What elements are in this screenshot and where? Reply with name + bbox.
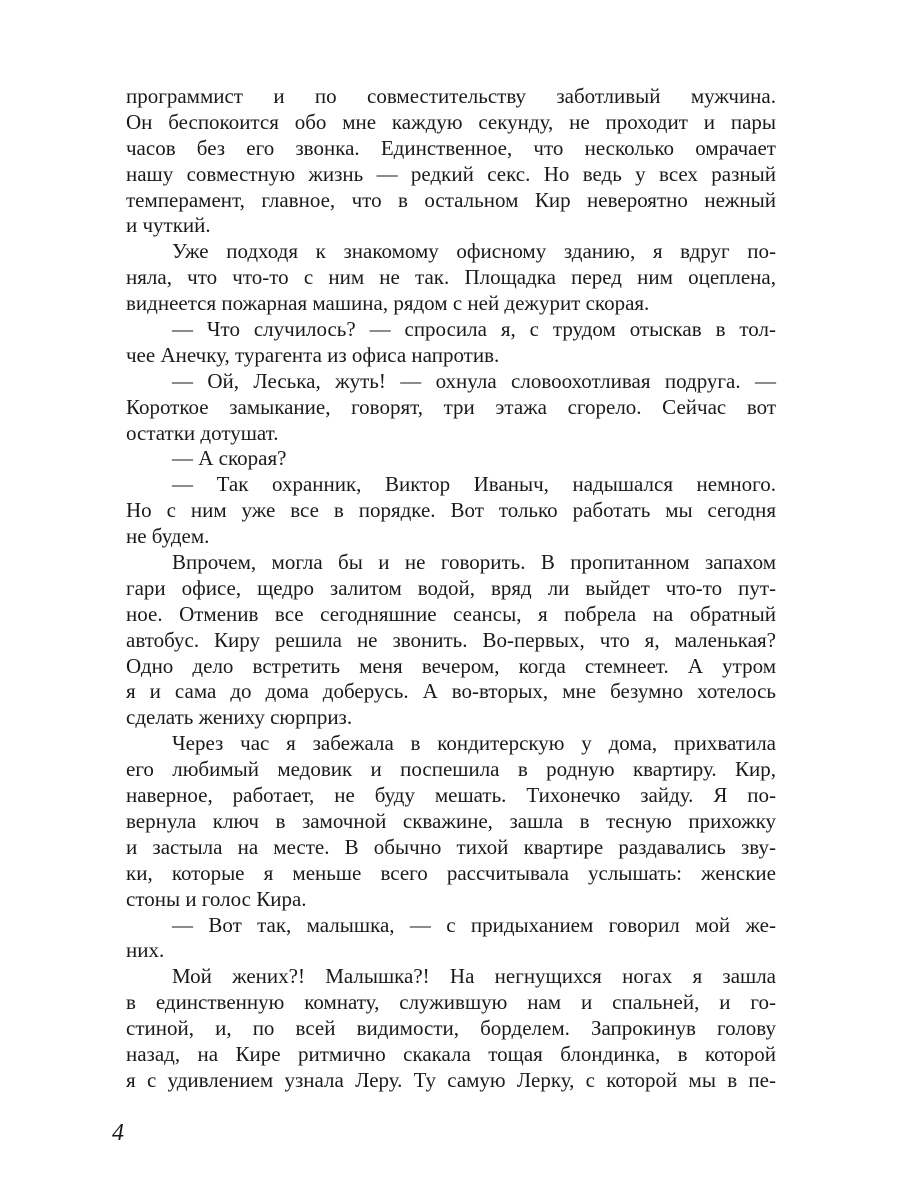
text-line: них.	[126, 938, 165, 963]
text-line: Впрочем, могла бы и не говорить. В пропитанном запахом	[172, 550, 776, 575]
text-line: гари офисе, щедро залитом водой, вряд ли выйдет что-то пут-	[126, 575, 776, 600]
text-line: я с удивлением узнала Леру. Ту самую Лерку, с которой мы в пе-	[126, 1067, 776, 1092]
text-line: Уже подходя к знакомому офисному зданию, я вдруг по-	[172, 239, 776, 264]
text-line: часов без его звонка. Единственное, что несколько омрачает	[126, 135, 776, 160]
text-line: чее Анечку, турагента из офиса напротив.	[126, 342, 500, 367]
text-line: в единственную комнату, служившую нам и спальней, и го-	[126, 990, 776, 1015]
text-line: сделать жениху сюрприз.	[126, 705, 353, 730]
text-line: вернула ключ в замочной скважине, зашла в тесную прихожку	[126, 808, 776, 833]
text-line: автобус. Киру решила не звонить. Во-первых, что я, маленькая?	[126, 627, 776, 652]
text-line: наверное, работает, не буду мешать. Тихонечко зайду. Я по-	[126, 783, 776, 808]
text-line: Через час я забежала в кондитерскую у дома, прихватила	[172, 731, 776, 756]
text-line: нашу совместную жизнь — редкий секс. Но ведь у всех разный	[126, 161, 776, 186]
text-line: няла, что что-то с ним не так. Площадка перед ним оцеплена,	[126, 265, 776, 290]
text-line: я и сама до дома доберусь. А во-вторых, мне безумно хотелось	[126, 679, 776, 704]
text-line: Он беспокоится обо мне каждую секунду, не проходит и пары	[126, 109, 776, 134]
text-line: — А скорая?	[172, 446, 287, 471]
text-line: Короткое замыкание, говорят, три этажа сгорело. Сейчас вот	[126, 394, 776, 419]
text-line: — Что случилось? — спросила я, с трудом отыскав в тол-	[172, 317, 776, 342]
text-line: и застыла на месте. В обычно тихой квартире раздавались зву-	[126, 834, 776, 859]
page-number: 4	[112, 1120, 124, 1146]
text-line: ки, которые я меньше всего рассчитывала услышать: женские	[126, 860, 776, 885]
text-line: виднеется пожарная машина, рядом с ней дежурит скорая.	[126, 291, 650, 316]
text-line: ное. Отменив все сегодняшние сеансы, я побрела на обратный	[126, 601, 776, 626]
text-line: — Вот так, малышка, — с придыханием говорил мой же-	[172, 912, 776, 937]
text-line: стоны и голос Кира.	[126, 886, 307, 911]
text-line: его любимый медовик и поспешила в родную квартиру. Кир,	[126, 757, 776, 782]
text-line: Но с ним уже все в порядке. Вот только работать мы сегодня	[126, 498, 776, 523]
body-text	[126, 84, 776, 1094]
text-line: темперамент, главное, что в остальном Кир невероятно нежный	[126, 187, 776, 212]
text-line: — Так охранник, Виктор Иваныч, надышался немного.	[172, 472, 776, 497]
text-line: Мой жених?! Малышка?! На негнущихся ногах я зашла	[172, 964, 776, 989]
text-line: не будем.	[126, 524, 210, 549]
text-line: остатки дотушат.	[126, 420, 279, 445]
text-line: — Ой, Леська, жуть! — охнула словоохотливая подруга. —	[172, 368, 776, 393]
text-line: программист и по совместительству заботливый мужчина.	[126, 84, 776, 108]
text-line: назад, на Кире ритмично скакала тощая блондинка, в которой	[126, 1041, 776, 1066]
text-line: Одно дело встретить меня вечером, когда стемнеет. А утром	[126, 653, 776, 678]
text-line: и чуткий.	[126, 213, 211, 238]
text-line: стиной, и, по всей видимости, борделем. Запрокинув голову	[126, 1016, 776, 1041]
